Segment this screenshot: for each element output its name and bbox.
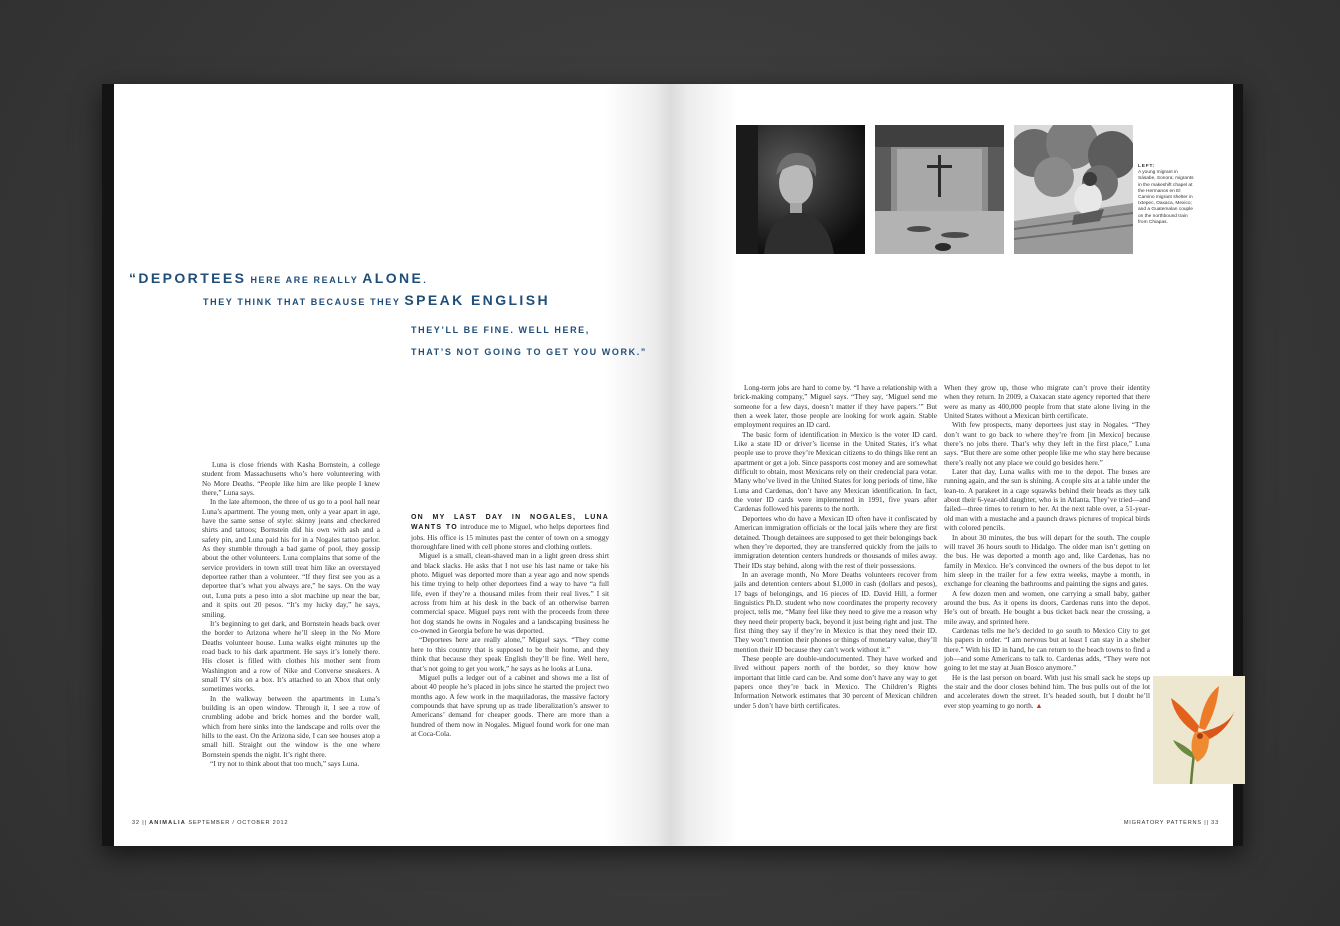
paragraph: Long-term jobs are hard to come by. “I have a relationship with a brick-making company,” Miguel says. “They say, ‘Miguel send me someone for a few days, doesn’t matter if they have papers.’” But then a week later, those people are looking for work again. Stable employment requires an ID card. xyxy=(734,383,937,430)
paragraph: introduce me to Miguel, who helps deportees find jobs. His office is 15 minutes past the center of town on a smoggy thoroughfare lined with cell phone stores and clothing outlets. xyxy=(411,522,609,552)
paragraph: A few dozen men and women, one carrying a small baby, gather around the bus. As it opens its doors, Cardenas runs into the depot. He’s out of breath. He bought a bus ticket back near the crossing, a mile away, and sprinted here. xyxy=(944,588,1150,626)
folio-separator: || xyxy=(1204,820,1209,826)
paragraph: It’s beginning to get dark, and Bornstein heads back over the border to Arizona where he’ll sleep in the No More Deaths volunteer house. Luna walks eight minutes up the road back to his dark apartment. He says it’s lonely there. His closet is filled with clothes his mother sent from Washington and a row of Nike and Converse sneakers. A small TV sits on a box. It’s attached to an Xbox that only sometimes works. xyxy=(202,618,380,694)
pull-quote-text: THAT’S NOT GOING TO GET YOU WORK.” xyxy=(411,347,647,357)
end-mark-icon: ▲ xyxy=(1035,700,1043,710)
pull-quote-line-1 xyxy=(129,270,427,288)
caption-text: A young migrant in Sásabe, Sonora; migrants in the makeshift chapel at the Hermanos en El Camino migrant shelter in Ixtepec, Oaxaca, Mexico; and a Guatemalan couple on the northbound train from Chiapas. xyxy=(1138,170,1194,225)
body-column-4 xyxy=(944,383,1150,710)
paragraph: In the walkway between the apartments in Luna’s building is an open window. Through it, I see a row of crumbling adobe and brick homes and the border wall, which from here sinks into the landscape and rolls over the hills to the east. On the Arizona side, I can see houses atop a small hill. Straight out the window is the one where Bornstein spends the night. It’s right there. xyxy=(202,693,380,759)
pull-quote-open-mark: “ xyxy=(129,270,139,286)
paragraph: Luna is close friends with Kasha Bornstein, a college student from Massachusetts who’s here volunteering with No More Deaths. “People like him are like people I knew there,” Luna says. xyxy=(202,460,380,498)
orange-flower-illustration xyxy=(1153,676,1245,784)
pull-quote-text: HERE ARE REALLY xyxy=(246,275,363,285)
paragraph: “I try not to think about that too much,” says Luna. xyxy=(210,759,360,768)
magazine-spread xyxy=(102,84,1243,846)
pull-quote-line-4 xyxy=(411,342,647,360)
run-in-heading: ON MY LAST DAY IN NOGALES, LUNA WANTS TO xyxy=(411,514,609,532)
pull-quote-text: . xyxy=(423,275,428,285)
body-column-2 xyxy=(411,512,609,738)
pull-quote-text: THEY’LL BE FINE. WELL HERE, xyxy=(411,325,590,335)
paragraph: These people are double-undocumented. They have worked and lived without papers north of the border, so they know how important that little card can be. And some don’t have any way to get papers once they’re back in Mexico. The Children’s Rights Information Network estimates that 30 percent of Mexican children under 5 don’t have birth certificates. xyxy=(734,653,937,710)
paragraph: In an average month, No More Deaths volunteers recover from jails and detention centers about $1,000 in cash (dollars and pesos), 17 bags of belongings, and 16 pieces of ID. David Hill, a former linguistics Ph.D. student who now coordinates the property recovery project, tells me, “Many feel like they need to give me a reason why they need their property back, beyond it just being right and just. The first thing they say if they’re in Mexico is that they need their ID. They won’t mention their phones or things of monetary value, they’ll mention their ID because they can’t work without it.” xyxy=(734,569,937,654)
caption-label: LEFT: xyxy=(1138,164,1156,169)
paragraph: When they grow up, those who migrate can’t prove their identity when they return. In 2009, a Oaxacan state agency reported that there were as many as 400,000 people from that state alone living in the United States without a Mexican birth certificate. xyxy=(944,383,1150,421)
paragraph: Cardenas tells me he’s decided to go south to Mexico City to get his papers in order. “I am nervous but at least I can stay in a shelter there.” With his ID in hand, he can return to the beach towns to find a job—and some Americans to talk to. Cardenas adds, “They were not going to let me stay at Juan Bosco anymore.” xyxy=(944,625,1150,673)
body-column-1 xyxy=(202,460,380,768)
photo-young-migrant xyxy=(736,125,865,254)
pull-quote-word: ALONE xyxy=(362,270,424,286)
paragraph: In about 30 minutes, the bus will depart for the south. The couple will travel 36 hours south to Hidalgo. The older man isn’t getting on the bus. He was deported a month ago and, like Cardenas, has no family in Mexico. He’s convinced the owners of the bus depot to let him sleep in the trailer for a few extra weeks, maybe a month, in exchange for cleaning the bathrooms and painting the signs and gates. xyxy=(944,532,1150,589)
page-number: 32 xyxy=(132,820,140,826)
photo-train xyxy=(1014,125,1133,254)
paragraph: Later that day, Luna walks with me to the depot. The buses are running again, and the sun is shining. A couple sits at a table under the lean-to. A parakeet in a cage squawks behind their heads as they talk about their 6-year-old daughter, who is in Atlanta. They’ve tried—and failed—three times to return to her. At the next table over, a 51-year-old man with a mustache and a paunch draws pictures of tropical birds with colored pencils. xyxy=(944,467,1150,533)
page-number: 33 xyxy=(1211,820,1219,826)
pull-quote-line-2 xyxy=(203,292,550,310)
paragraph: “Deportees here are really alone,” Miguel says. “They come here to this country that is supposed to be their home, and they think that because they speak English they’ll be fine. Well here, that’s not going to get you work,” he says as he looks at Luna. xyxy=(411,635,609,673)
pull-quote-word: SPEAK ENGLISH xyxy=(404,292,550,308)
issue-date: SEPTEMBER / OCTOBER 2012 xyxy=(188,820,289,826)
right-folio xyxy=(1124,820,1219,826)
paragraph: Miguel is a small, clean-shaved man in a light green dress shirt and black slacks. He asks that I not use his last name or take his photo. Miguel was deported more than a year ago and now spends his time trying to help other deportees find a way to have “a full life, even if they’re a thousand miles from their real lives.” I sit across from him at his desk in the back of an otherwise barren commercial space. Miguel pays rent with the proceeds from three hot dog stands he owns in Nogales and a landscaping business he co-owned in Georgia before he was deported. xyxy=(411,551,609,636)
paragraph: With few prospects, many deportees just stay in Nogales. “They don’t want to go back to where they’re from [in Mexico] because there’s no jobs there. That’s why they left in the first place,” Luna says. “But there are some other people like me who stay here because there’s really not any place we could go besides here.” xyxy=(944,420,1150,467)
left-folio xyxy=(132,820,288,826)
paragraph: In the late afternoon, the three of us go to a pool hall near Luna’s apartment. The young men, only a year apart in age, have the same sense of style: skinny jeans and checkered shirts and tattoos; Bornstein did his own with ash and a safety pin, and Luna paid his for in a Nogales tattoo parlor. As they stumble through a bad game of pool, they gossip about the other volunteers. Luna complains that some of the service providers in town still treat him like an overstayed deportee rather than a volunteer. “If they first see you as a deportee that’s what you always are,” he says. On the way out, Luna puts a peso into a slot machine up near the bar, and it spits out 20 pesos. “It’s my lucky day,” he says, smiling. xyxy=(202,497,380,619)
left-page xyxy=(114,84,671,846)
paragraph: Deportees who do have a Mexican ID often have it confiscated by American immigration officials or the local jails where they are first detained. Though detainees are supposed to get their belongings back when they’re deported, they are transferred quickly from the jails to immigration detention centers hundreds or thousands of miles away. Their IDs stay behind, along with the rest of their possessions. xyxy=(734,513,937,570)
photo-chapel xyxy=(875,125,1004,254)
pull-quote-word: DEPORTEES xyxy=(138,270,247,286)
section-name: MIGRATORY PATTERNS xyxy=(1123,820,1202,826)
pull-quote-line-3 xyxy=(411,320,590,338)
paragraph: The basic form of identification in Mexico is the voter ID card. Like a state ID or driver’s license in the United States, it’s what people use to prove they’re Mexican citizens to do things like rent an apartment or get a job. Since passports cost money and are somewhat difficult to obtain, most Mexicans rely on their credencial para votar. Many who’ve lived in the United States for long periods of time, like Luna and Cardenas, don’t have any Mexican identification. In fact, the voter ID cards were implemented in 1991, five years after Cardenas followed his parents to the north. xyxy=(734,429,937,514)
paragraph: He is the last person on board. With just his small sack he steps up the stair and the door closes behind him. The bus pulls out of the lot and accelerates down the street. It’s headed south, but I doubt he’ll ever stop yearning to go north. xyxy=(944,672,1150,710)
photo-caption xyxy=(1138,164,1196,226)
pull-quote-text: THEY THINK THAT BECAUSE THEY xyxy=(203,297,405,307)
body-column-3 xyxy=(734,383,937,710)
folio-separator: || xyxy=(142,820,147,826)
magazine-name: ANIMALIA xyxy=(149,820,187,826)
paragraph: Miguel pulls a ledger out of a cabinet and shows me a list of about 40 people he’s placed in jobs since he started the project two months ago. A few work in the maquiladoras, the massive factory compounds that have sprung up as trade liberalization’s answer to Americans’ demand for cheaper goods. There are more than a hundred of them now in Nogales. Miguel found work for one man at Coca-Cola. xyxy=(411,672,609,738)
